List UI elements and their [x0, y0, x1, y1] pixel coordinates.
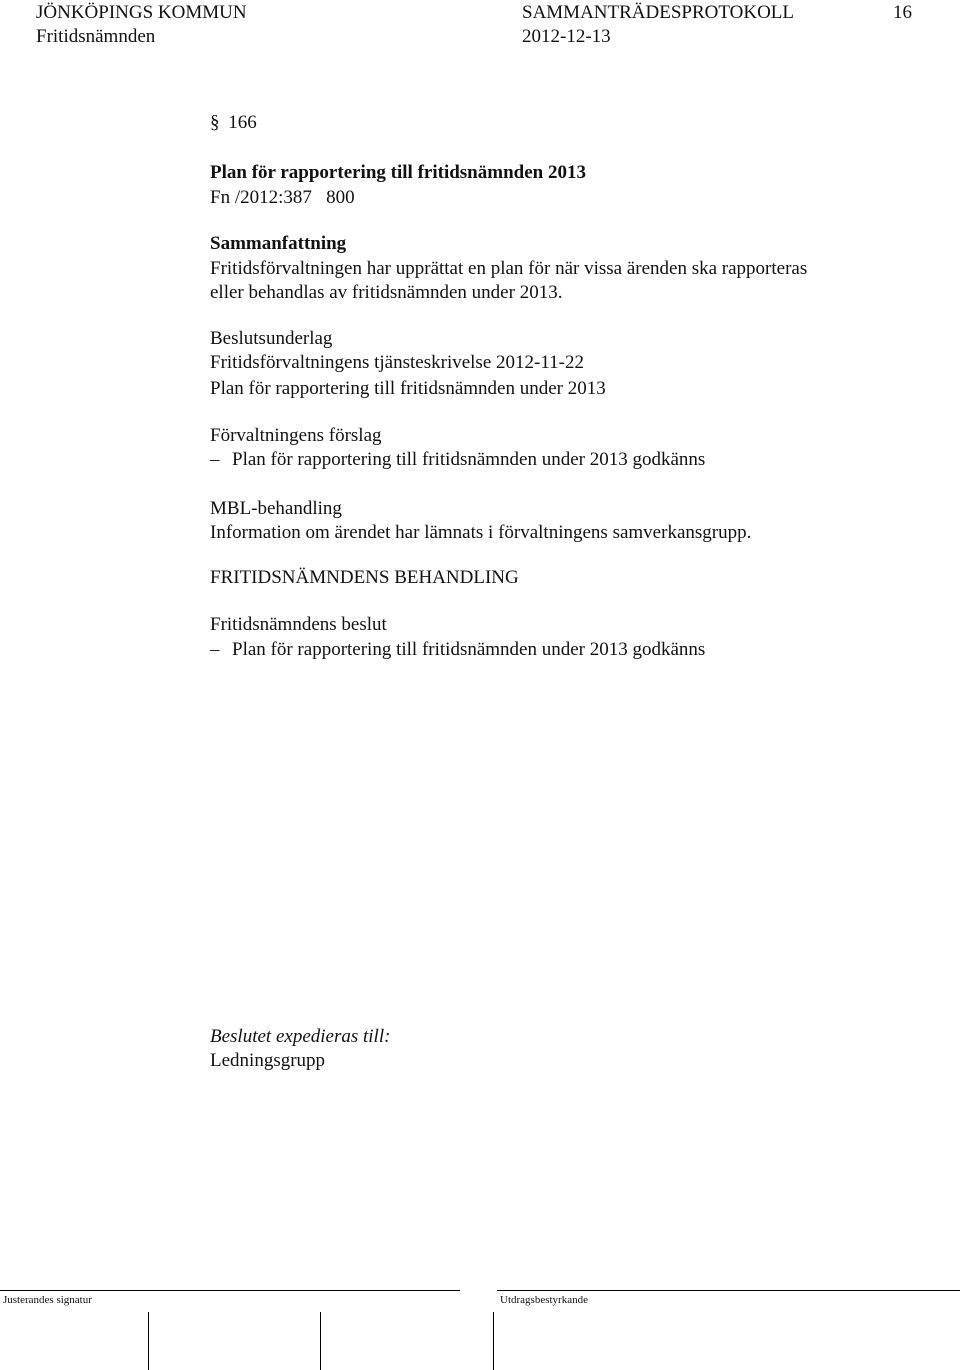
paragraph-number [210, 112, 257, 134]
signature-divider [320, 1312, 321, 1370]
footer-certification-label: Utdragsbestyrkande [500, 1294, 588, 1306]
header-date: 2012-12-13 [522, 26, 611, 47]
dash-bullet: – [210, 639, 220, 660]
footer-line-left [0, 1290, 460, 1291]
mbl-heading: MBL-behandling [210, 498, 342, 519]
forslag-item [210, 449, 705, 471]
beslutsunderlag-item-1: Fritidsförvaltningens tjänsteskrivelse 2012-11-22 [210, 352, 584, 373]
beslut-heading: Fritidsnämndens beslut [210, 614, 387, 635]
beslutsunderlag-item-2: Plan för rapportering till fritidsnämnden under 2013 [210, 378, 606, 399]
dash-bullet: – [210, 449, 220, 470]
header-page-number: 16 [893, 2, 912, 23]
signature-divider [148, 1312, 149, 1370]
page-title: Plan för rapportering till fritidsnämnden 2013 [210, 162, 586, 183]
header-doc-type: SAMMANTRÄDESPROTOKOLL [522, 2, 795, 23]
forslag-heading: Förvaltningens förslag [210, 425, 382, 446]
expedieras-label: Beslutet expedieras till: [210, 1026, 391, 1047]
forslag-item-text: Plan för rapportering till fritidsnämnden under 2013 godkänns [232, 449, 706, 470]
footer-line-right [497, 1290, 960, 1291]
beslut-item-text: Plan för rapportering till fritidsnämnden under 2013 godkänns [232, 639, 706, 660]
behandling-heading: FRITIDSNÄMNDENS BEHANDLING [210, 567, 519, 588]
sammanfattning-line-2: eller behandlas av fritidsnämnden under 2013. [210, 282, 563, 303]
signature-divider [493, 1312, 494, 1370]
header-committee: Fritidsnämnden [36, 26, 156, 47]
mbl-text: Information om ärendet har lämnats i förvaltningens samverkansgrupp. [210, 522, 752, 543]
paragraph-symbol: § [210, 112, 220, 133]
case-number: Fn /2012:387 800 [210, 187, 355, 208]
beslut-item [210, 639, 705, 661]
beslutsunderlag-heading: Beslutsunderlag [210, 328, 333, 349]
expedieras-recipient: Ledningsgrupp [210, 1050, 326, 1071]
header-org: JÖNKÖPINGS KOMMUN [36, 2, 247, 23]
footer-signature-label: Justerandes signatur [3, 1294, 92, 1306]
sammanfattning-heading: Sammanfattning [210, 233, 347, 254]
paragraph-value: 166 [228, 112, 257, 133]
sammanfattning-line-1: Fritidsförvaltningen har upprättat en plan för när vissa ärenden ska rapporteras [210, 258, 808, 279]
